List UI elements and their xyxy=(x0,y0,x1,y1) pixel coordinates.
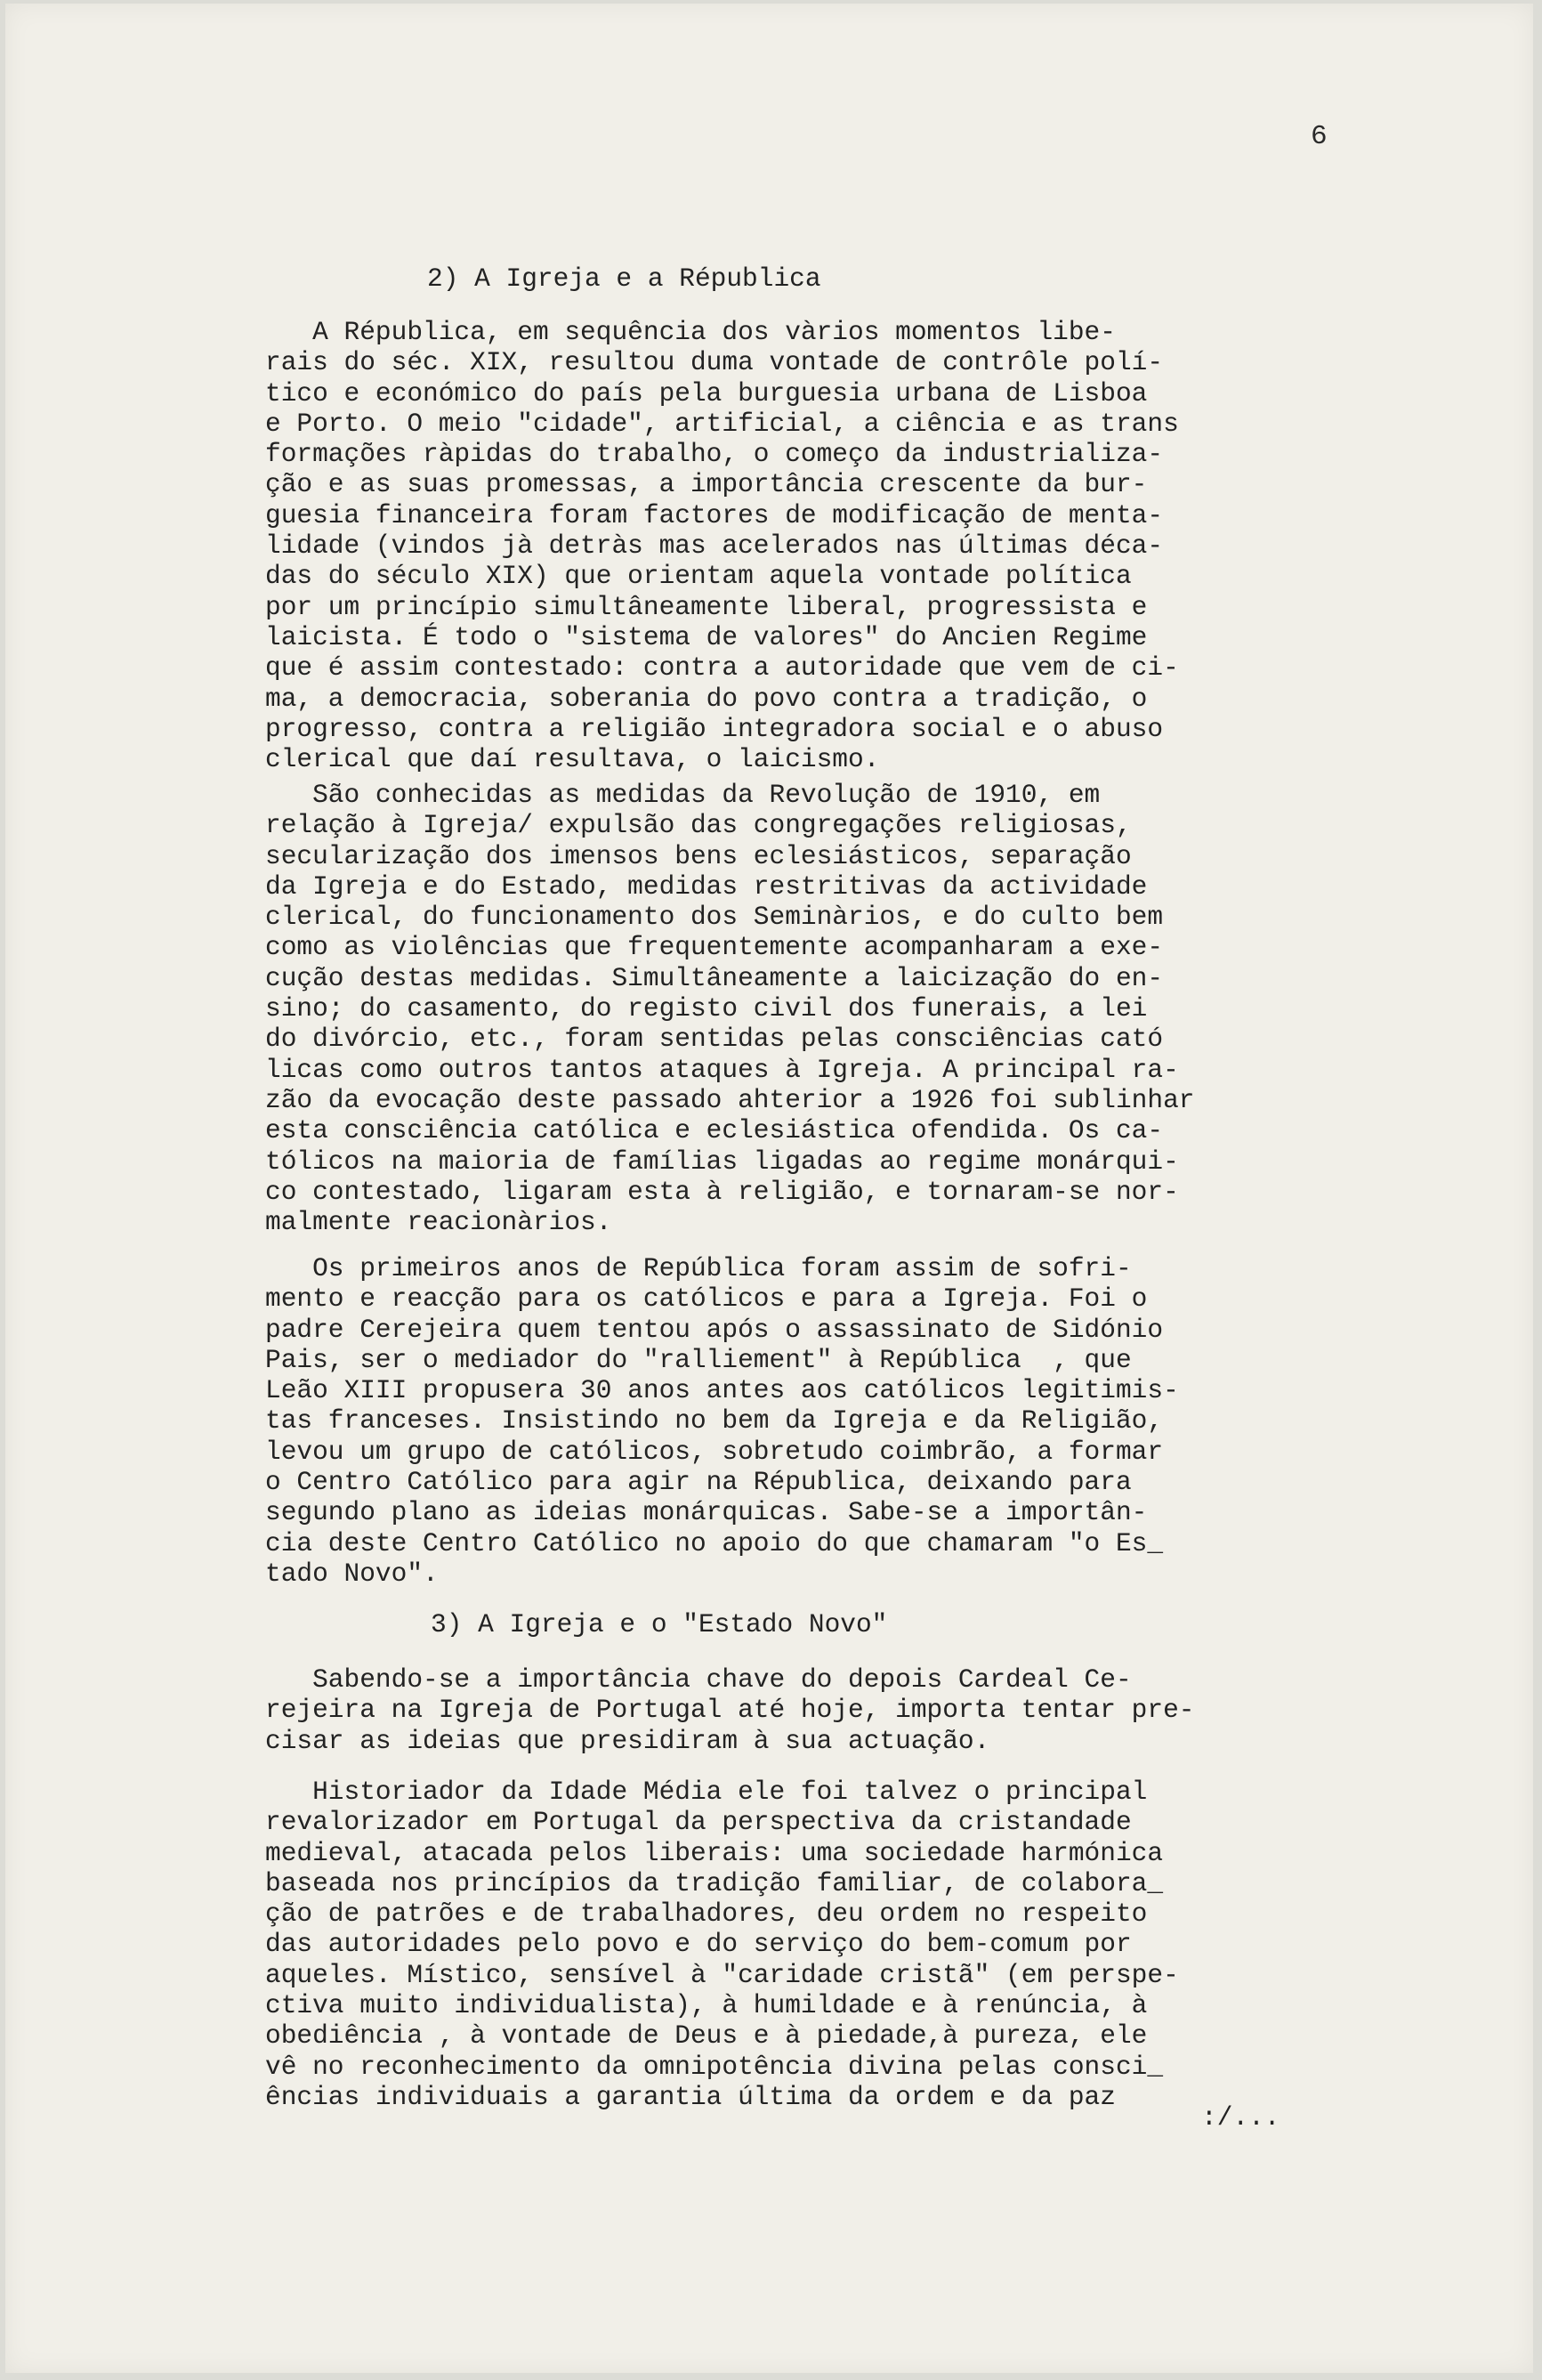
text-line: laicista. É todo o "sistema de valores" do Ancien Regime xyxy=(265,621,1148,652)
text-line: levou um grupo de católicos, sobretudo coimbrão, a formar xyxy=(265,1436,1164,1467)
text-line: rais do séc. XIX, resultou duma vontade de contrôle polí- xyxy=(265,347,1164,378)
text-line: que é assim contestado: contra a autoridade que vem de ci- xyxy=(265,652,1179,684)
text-line: da Igreja e do Estado, medidas restritivas da actividade xyxy=(265,870,1148,902)
text-line: rejeira na Igreja de Portugal até hoje, importa tentar pre- xyxy=(265,1695,1195,1726)
text-line: obediência , à vontade de Deus e à piedade,à pureza, ele xyxy=(265,2020,1148,2052)
text-line: Historiador da Idade Média ele foi talvez o principal xyxy=(265,1777,1148,1807)
text-line: guesia financeira foram factores de modificação de menta- xyxy=(265,499,1164,530)
text-line: lidade (vindos jà detràs mas acelerados nas últimas déca- xyxy=(265,530,1164,562)
text-line: baseada nos princípios da tradição familiar, de colabora_ xyxy=(265,1867,1164,1898)
paragraph-revolucao-1910 xyxy=(265,780,1333,1237)
text-line: tólicos na maioria de famílias ligadas ao regime monárqui- xyxy=(265,1145,1179,1177)
text-line: esta consciência católica e eclesiástica ofendida. Os ca- xyxy=(265,1115,1164,1146)
paragraph-historiador xyxy=(265,1777,1333,2112)
text-line: zão da evocação deste passado ahterior a 1926 foi sublinhar xyxy=(265,1084,1195,1115)
section-heading-republica: 2) A Igreja e a Républica xyxy=(427,263,821,294)
text-line: malmente reacionàrios. xyxy=(265,1207,612,1238)
section-heading-estado-novo: 3) A Igreja e o "Estado Novo" xyxy=(431,1609,888,1639)
text-line: medieval, atacada pelos liberais: uma sociedade harmónica xyxy=(265,1837,1164,1868)
text-line: ção e as suas promessas, a importância crescente da bur- xyxy=(265,469,1148,500)
text-line: padre Cerejeira quem tentou após o assassinato de Sidónio xyxy=(265,1314,1164,1345)
page-number: 6 xyxy=(1311,121,1328,152)
text-line: ências individuais a garantia última da ordem e da paz xyxy=(265,2081,1116,2112)
text-line: licas como outros tantos ataques à Igreja. A principal ra- xyxy=(265,1054,1179,1085)
text-line: das autoridades pelo povo e do serviço do bem-comum por xyxy=(265,1929,1132,1960)
text-line: e Porto. O meio "cidade", artificial, a ciência e as trans xyxy=(265,408,1179,439)
text-line: progresso, contra a religião integradora social e o abuso xyxy=(265,713,1164,744)
text-line: tas franceses. Insistindo no bem da Igreja e da Religião, xyxy=(265,1405,1164,1437)
text-line: secularização dos imensos bens eclesiásticos, separação xyxy=(265,840,1132,871)
paragraph-primeiros-anos xyxy=(265,1253,1333,1589)
text-line: cia deste Centro Católico no apoio do que chamaram "o Es_ xyxy=(265,1527,1164,1558)
text-line: clerical, do funcionamento dos Seminàrios, e do culto bem xyxy=(265,902,1164,933)
text-line: clerical que daí resultava, o laicismo. xyxy=(265,744,880,775)
text-line: ma, a democracia, soberania do povo contra a tradição, o xyxy=(265,683,1148,714)
text-line: Pais, ser o mediador do "ralliement" à República , que xyxy=(265,1344,1132,1375)
text-line: Os primeiros anos de República foram assim de sofri- xyxy=(265,1253,1132,1283)
text-line: São conhecidas as medidas da Revolução de 1910, em xyxy=(265,780,1101,810)
text-line: segundo plano as ideias monárquicas. Sabe-se a importân- xyxy=(265,1497,1148,1528)
text-line: tico e económico do país pela burguesia urbana de Lisboa xyxy=(265,377,1148,409)
text-line: tado Novo". xyxy=(265,1558,439,1589)
text-line: das do século XIX) que orientam aquela vontade política xyxy=(265,561,1132,592)
text-line: relação à Igreja/ expulsão das congregações religiosas, xyxy=(265,810,1132,841)
text-line: como as violências que frequentemente acompanharam a exe- xyxy=(265,932,1164,963)
text-line: sino; do casamento, do registo civil dos funerais, a lei xyxy=(265,993,1148,1024)
text-line: aqueles. Místico, sensível à "caridade cristã" (em perspe- xyxy=(265,1959,1179,1990)
paragraph-republica-intro xyxy=(265,317,1333,774)
paragraph-cerejeira-ideias xyxy=(265,1664,1333,1756)
text-line: cução destas medidas. Simultâneamente a laicização do en- xyxy=(265,962,1164,993)
text-line: ção de patrões e de trabalhadores, deu ordem no respeito xyxy=(265,1898,1148,1930)
text-line: por um princípio simultâneamente liberal, progressista e xyxy=(265,591,1148,622)
text-line: revalorizador em Portugal da perspectiva da cristandade xyxy=(265,1807,1132,1838)
text-line: cisar as ideias que presidiram à sua actuação. xyxy=(265,1725,990,1756)
text-line: do divórcio, etc., foram sentidas pelas consciências cató xyxy=(265,1024,1164,1055)
text-line: mento e reacção para os católicos e para a Igreja. Foi o xyxy=(265,1283,1148,1315)
text-line: vê no reconhecimento da omnipotência divina pelas consci_ xyxy=(265,2051,1164,2082)
text-line: co contestado, ligaram esta à religião, e tornaram-se nor- xyxy=(265,1176,1179,1207)
text-line: o Centro Católico para agir na Républica, deixando para xyxy=(265,1467,1132,1498)
text-line: ctiva muito individualista), à humildade e à renúncia, à xyxy=(265,1990,1148,2021)
text-line: Leão XIII propusera 30 anos antes aos católicos legitimis- xyxy=(265,1375,1179,1406)
text-line: Sabendo-se a importância chave do depois Cardeal Ce- xyxy=(265,1664,1132,1695)
text-line: formações ràpidas do trabalho, o começo da industrializa- xyxy=(265,439,1164,470)
continuation-mark: :/... xyxy=(1201,2102,1280,2133)
text-line: A Républica, em sequência dos vàrios momentos libe- xyxy=(265,317,1116,347)
